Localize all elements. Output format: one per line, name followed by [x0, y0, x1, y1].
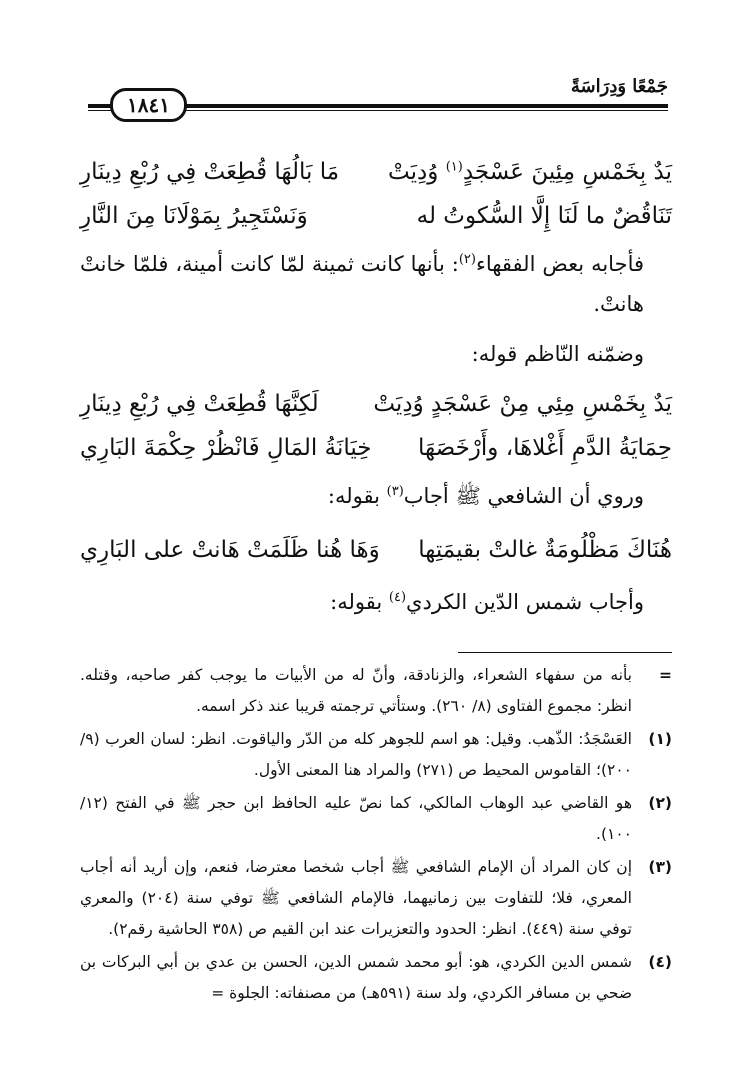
verse-2-left: وَنَسْتَجِيرُ بِمَوْلَانَا مِنَ النَّارِ: [80, 203, 308, 229]
paragraph-1: فأجابه بعض الفقهاء$^{(٢)}$: بأنها كانت ثمينة لمّا كانت أمينة، فلمّا خانتْ هانتْ.: [80, 252, 645, 316]
footnote-text: هو القاضي عبد الوهاب المالكي، كما نصّ عليه الحافظ ابن حجر ﷺ في الفتح (١٢/ ١٠٠).: [80, 794, 632, 843]
page-header: [88, 72, 668, 122]
verses-3: [80, 528, 672, 572]
verse-5-right: هُنَاكَ مَظْلُومَةٌ غالتْ بقيمَتِها: [418, 537, 672, 563]
verse-3: [80, 382, 672, 426]
verse-4-right: حِمَايَةُ الدَّمِ أَغْلاهَا، وأَرْخَصَهَا: [418, 435, 672, 461]
footnote-mark: (٣): [648, 858, 672, 876]
footnote-ref-1[interactable]: (١): [445, 159, 463, 175]
footnote-continued: [80, 660, 672, 722]
verse-5-left: وَهَا هُنا ظَلَمَتْ هَانتْ على البَارِي: [80, 537, 380, 563]
verse-4: [80, 426, 672, 470]
footnote-mark: (١): [648, 730, 672, 748]
footnote-mark: (٤): [648, 953, 672, 971]
footnote-1: [80, 724, 672, 786]
running-title: جَمْعًا وَدِرَاسَةً: [570, 76, 668, 97]
footnote-ref-4[interactable]: (٤): [388, 590, 407, 605]
footnote-ref-2[interactable]: (٢): [458, 252, 476, 267]
footnote-text: شمس الدين الكردي، هو: أبو محمد شمس الدين، الحسن بن عدي بن أبي البركات بن ضحي بن مسافر الكردي، ولد سنة (٥٩١هـ) من مصنفاته: الجلوة =: [80, 953, 632, 1002]
paragraph-3: وروي أن الشافعي ﷺ أجاب$^{(٣)}$ بقوله:: [327, 484, 644, 508]
footnotes: [80, 660, 672, 1011]
main-text: [80, 150, 672, 238]
verse-2-right: تَنَاقُضٌ ما لَنَا إِلَّا السُّكوتُ له: [416, 203, 672, 229]
footnote-mark: (٢): [648, 794, 672, 812]
verse-1-right: يَدٌ بِخَمْسِ مِئِينَ عَسْجَدٍ$^{(١)}$ وُدِيَتْ: [388, 159, 672, 185]
verse-3-left: لَكِنَّهَا قُطِعَتْ فِي رُبْعِ دِينَارِ: [80, 391, 319, 417]
footnote-text: إن كان المراد أن الإمام الشافعي ﷺ أجاب شخصا معترضا، فنعم، وإن أريد أنه أجاب المعري، فلا؛ للتفاوت بين زمانيهما، فالإمام الشافعي ﷺ توفي سنة (٢٠٤) والمعري توفي سنة (٤٤٩). انظر: الحدود والتعزيرات عند ابن القيم ص (٣٥٨ الحاشية رقم٢).: [80, 858, 632, 938]
footnote-separator: [458, 652, 672, 653]
paragraph-4: وأجاب شمس الدّين الكردي$^{(٤)}$ بقوله:: [330, 590, 644, 614]
verse-4-left: خِيَانَةُ المَالِ فَانْظُرْ حِكْمَةَ البَارِي: [80, 435, 372, 461]
verse-3-right: يَدٌ بِخَمْسِ مِئِي مِنْ عَسْجَدٍ وُدِيَتْ: [373, 391, 672, 417]
footnote-text: بأنه من سفهاء الشعراء، والزنادقة، وأنّ له من الأبيات ما يوجب كفر صاحبه، وقتله. انظر: مجموع الفتاوى (٨/ ٢٦٠). وستأتي ترجمته قريبا عند ذكر اسمه.: [80, 666, 632, 715]
verse-1-left: مَا بَالُهَا قُطِعَتْ فِي رُبْعِ دِينَارِ: [80, 159, 340, 185]
footnote-4: [80, 947, 672, 1009]
paragraph-2: وضمّنه النّاظم قوله:: [471, 342, 644, 366]
footnote-ref-3[interactable]: (٣): [386, 484, 404, 499]
footnote-mark: =: [659, 666, 672, 684]
verse-1: [80, 150, 672, 194]
page-number: ١٨٤١: [110, 88, 187, 122]
footnote-text: العَسْجَدُ: الذّهب. وقيل: هو اسم للجوهر كله من الدّر والياقوت. انظر: لسان العرب (٩/ ٢٠٠)؛ القاموس المحيط ص (٢٧١) والمراد هنا المعنى الأول.: [80, 730, 632, 779]
verse-2: [80, 194, 672, 238]
verses-2: [80, 382, 672, 470]
footnote-3: [80, 852, 672, 945]
footnote-2: [80, 788, 672, 850]
verse-5: [80, 528, 672, 572]
